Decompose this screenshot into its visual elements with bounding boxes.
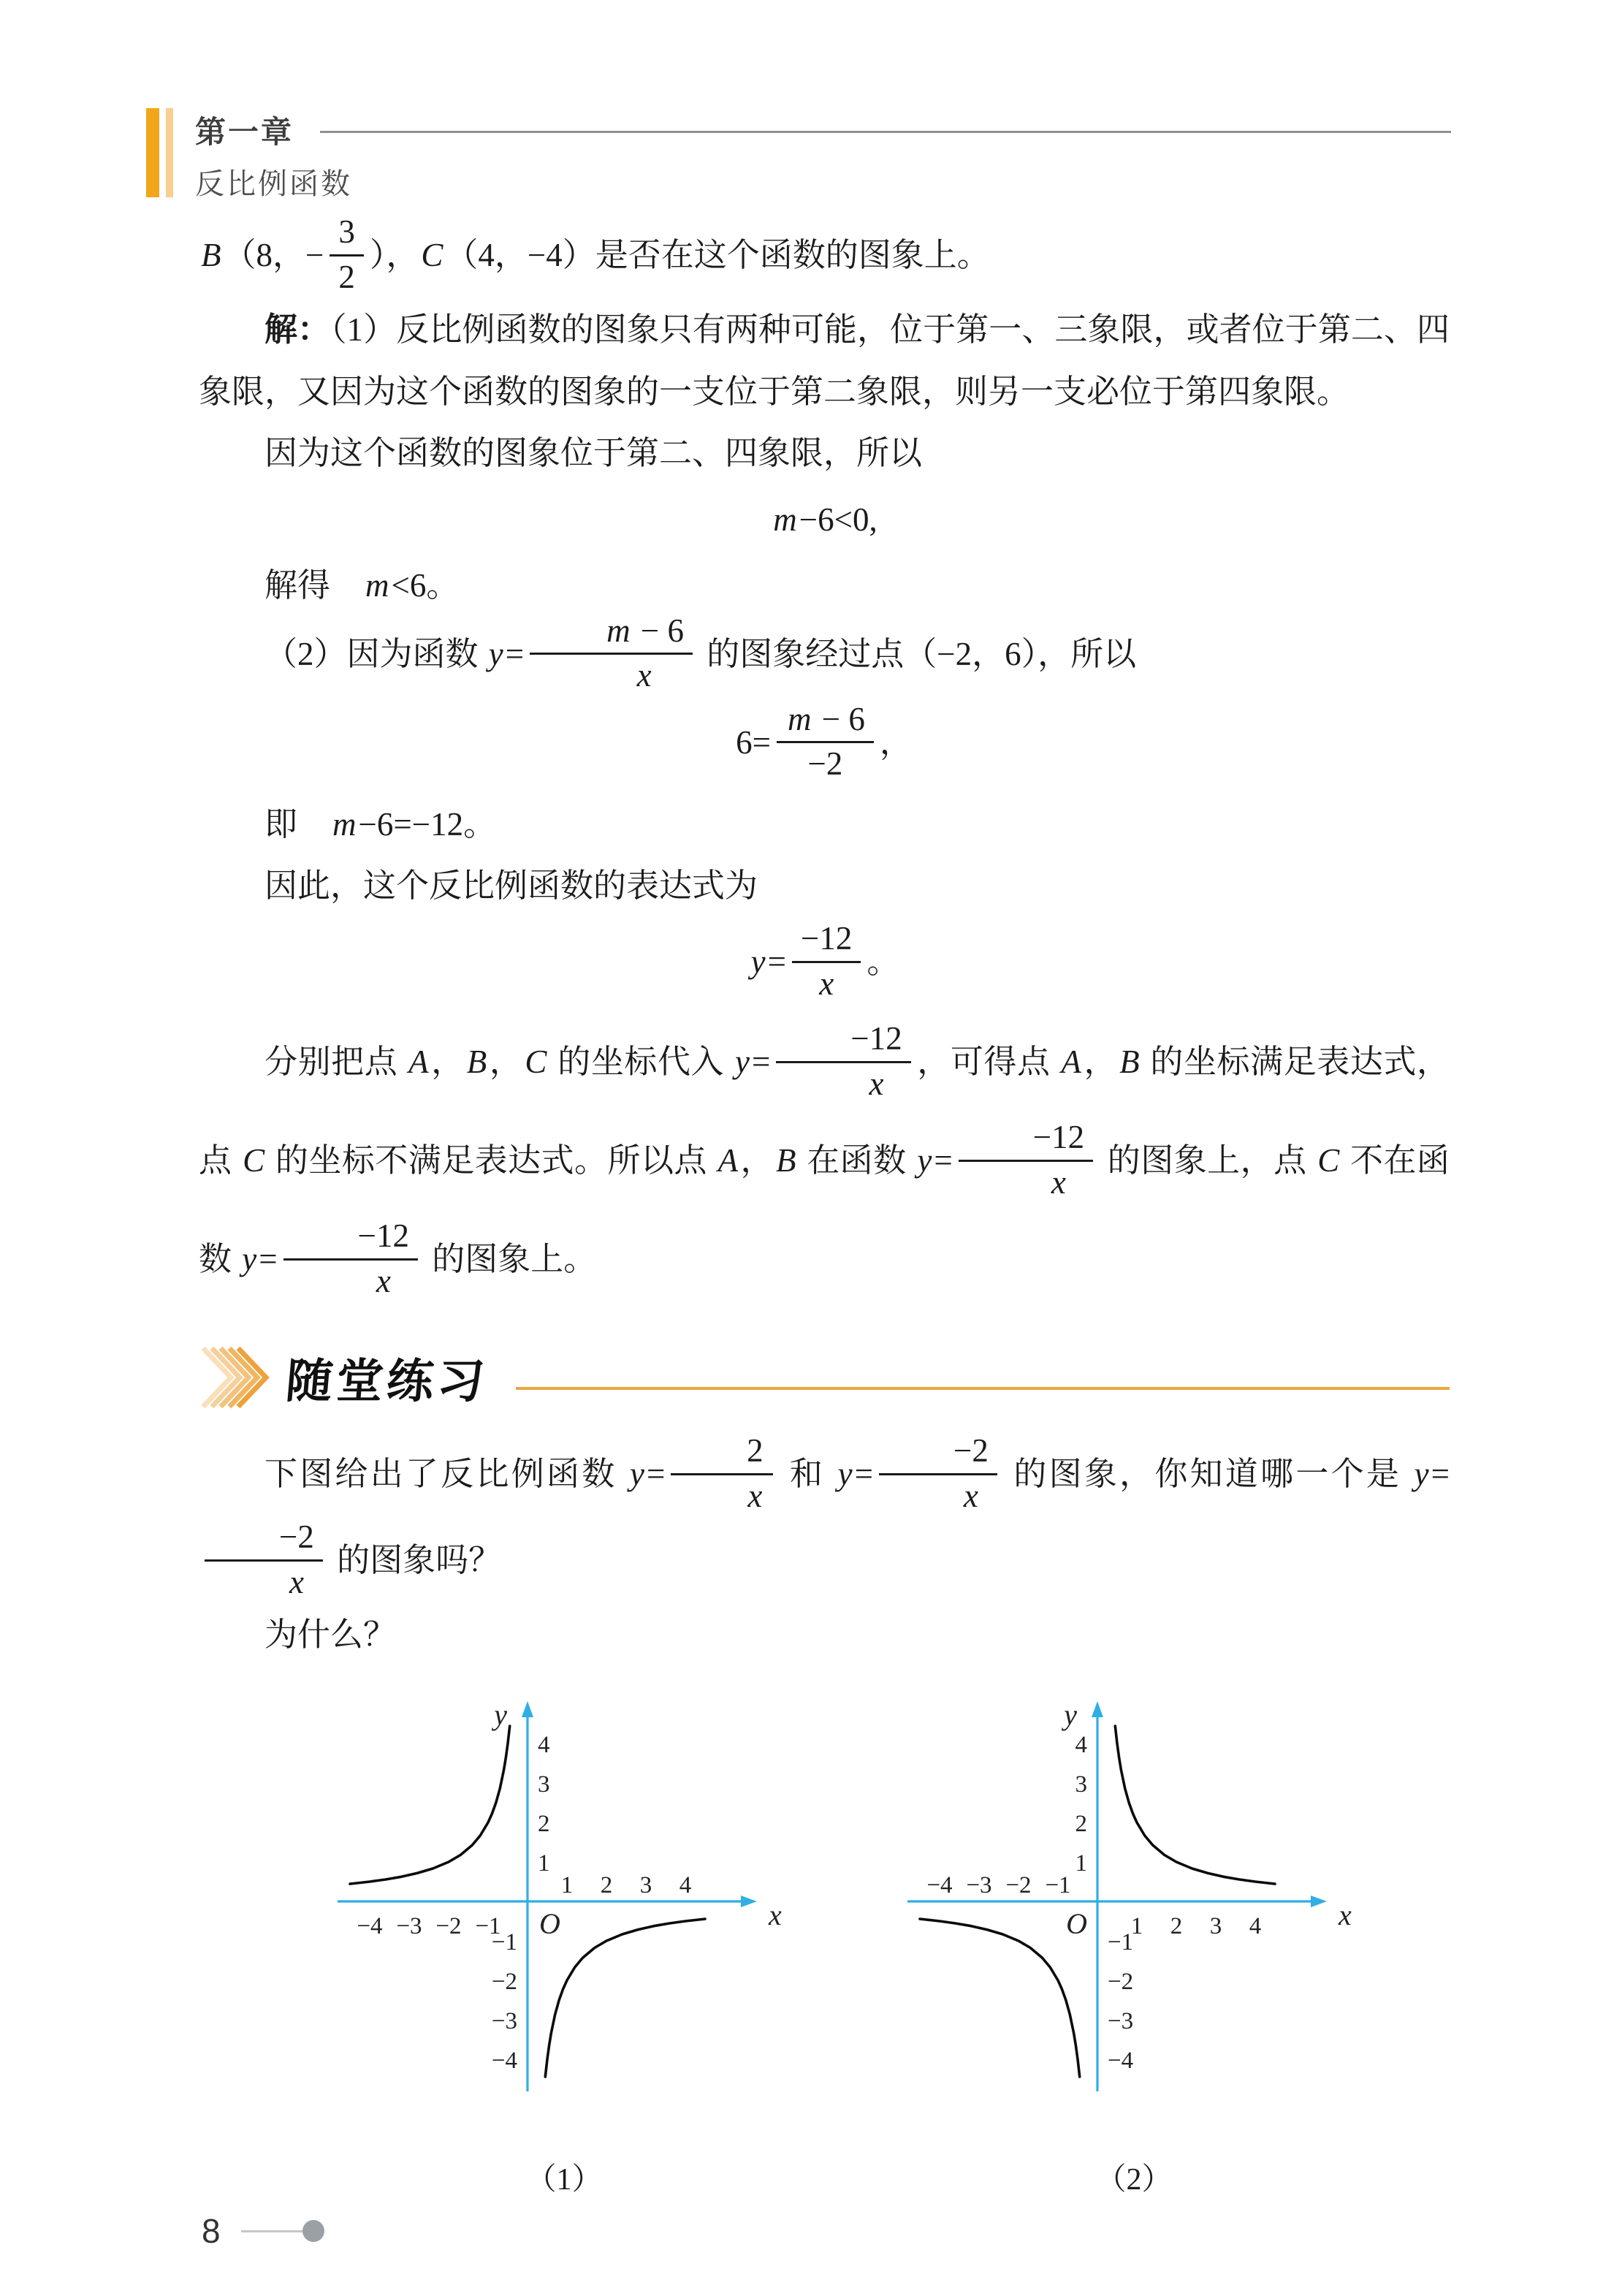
chapter-rule (320, 131, 1451, 133)
accent-bar-light (166, 108, 173, 197)
graphs-row (308, 1682, 1450, 2199)
fraction: $\frac{-12}{x}$ (792, 921, 861, 1002)
solve-line: 解得 m<6。 (264, 567, 460, 604)
math-variable: x (869, 1065, 884, 1102)
math-variable: m (606, 612, 631, 649)
fraction: $\frac{-2}{x}$ (205, 1519, 323, 1600)
fraction: $\frac{-12}{x}$ (776, 1021, 910, 1102)
practice-section-header (199, 1342, 1450, 1413)
math-variable: B (1119, 1044, 1140, 1081)
section-chevrons-icon (199, 1342, 281, 1413)
y-tick-label: −1 (1108, 1929, 1134, 1955)
math-variable: C (1317, 1142, 1340, 1179)
x-tick-label: 1 (1130, 1913, 1143, 1939)
math-variable: B (776, 1142, 796, 1179)
therefore-line: 因此，这个反比例函数的表达式为 (264, 867, 758, 905)
math-variable: A (408, 1044, 429, 1081)
x-axis-label: x (769, 1898, 782, 1931)
solution-paragraph: 解：（1）反比例函数的图象只有两种可能，位于第一、三象限，或者位于第二、四象限，又因为这个函数的图象的一支位于第二象限，则另一支必位于第四象限。 (199, 311, 1450, 410)
section-title: 随堂练习 (283, 1356, 490, 1408)
y-tick-label: 1 (1075, 1850, 1087, 1877)
x-tick-label: 4 (1249, 1913, 1262, 1939)
y-tick-label: −4 (1108, 2048, 1134, 2074)
y-axis-label: y (1064, 1698, 1077, 1731)
math-variable: y (750, 943, 766, 980)
x-tick-label: 3 (1209, 1913, 1222, 1939)
math-variable: m (787, 700, 812, 737)
x-tick-label: −4 (926, 1872, 953, 1898)
bold-label: 解： (264, 311, 331, 348)
graph-2-plot (878, 1682, 1390, 2150)
chapter-title: 反比例函数 (195, 168, 352, 200)
math-variable: C (525, 1044, 547, 1081)
hyperbola-branch-quadrant3 (920, 1919, 1080, 2077)
x-tick-label: 4 (679, 1872, 692, 1898)
x-tick-label: −1 (475, 1913, 501, 1939)
chapter-number: 第一章 (195, 115, 294, 149)
math-variable: m (365, 567, 389, 604)
graph-figure-1 (308, 1682, 820, 2199)
graph-1-plot (308, 1682, 820, 2150)
math-variable: x (963, 1477, 978, 1514)
equation-six: 6= $\frac{m - 6}{-2}$ ， (736, 700, 913, 783)
fraction: $\frac{3}{2}$ (330, 214, 364, 295)
y-tick-label: 3 (538, 1771, 550, 1798)
chapter-row (195, 108, 1451, 152)
x-tick-label: −3 (396, 1913, 422, 1939)
math-variable: y (837, 1456, 853, 1493)
math-variable: m (773, 501, 797, 538)
step2-line: （2）因为函数 y= $\frac{m - 6}{x}$ 的图象经过点（−2，6），所以 (264, 612, 1137, 694)
y-tick-label: −1 (491, 1929, 517, 1955)
math-variable: A (1061, 1044, 1081, 1081)
x-tick-label: 3 (639, 1872, 652, 1898)
x-tick-label: 2 (600, 1872, 613, 1898)
page-body (199, 213, 1450, 2199)
y-tick-label: −4 (491, 2048, 517, 2074)
conclusion-paragraph: 分别把点 A，B，C 的坐标代入 y= $\frac{-12}{x}$ ，可得点 A，B 的坐标满足表达式，点 C 的坐标不满足表达式。所以点 A，B 在函数 y= $\frac{-12}{x}$ 的图象上，点 C 不在函数 y= $\frac{-12}{x}$ 的图象上。 (199, 1020, 1450, 1299)
page-footer (202, 2211, 324, 2251)
page-number: 8 (202, 2212, 221, 2250)
practice-question-line2: 为什么？ (264, 1616, 397, 1654)
math-variable: B (466, 1044, 487, 1081)
points-line: B（8，− $\frac{3}{2}$ ），C（4，−4）是否在这个函数的图象上。 (199, 218, 1450, 299)
equation-m-inequality: m−6<0, (199, 492, 1450, 548)
math-variable: m (332, 805, 357, 843)
equation-expression: y= $\frac{-12}{x}$ 。 (199, 924, 1450, 1006)
y-tick-label: 3 (1075, 1771, 1087, 1798)
math-variable: y (242, 1241, 257, 1278)
math-variable: x (747, 1477, 763, 1514)
practice-question: 下图给出了反比例函数 y= $\frac{2}{x}$ 和 y= $\frac{-2}{x}$ 的图象，你知道哪一个是 y= $\frac{-2}{x}$ 的图象吗？ (199, 1432, 1450, 1604)
chapter-header (146, 108, 1451, 202)
x-tick-label: −3 (966, 1872, 992, 1898)
fraction: $\frac{m - 6}{-2}$ (777, 702, 874, 783)
accent-bar-dark (146, 108, 159, 197)
math-variable: y (917, 1142, 932, 1179)
math-variable: B (201, 236, 221, 273)
y-axis-arrow-icon (522, 1701, 533, 1717)
math-variable: x (289, 1563, 304, 1600)
y-tick-label: −2 (1108, 1969, 1134, 1995)
y-tick-label: −3 (491, 2008, 517, 2034)
x-tick-label: −2 (1005, 1872, 1032, 1898)
y-tick-label: −2 (491, 1969, 517, 1995)
fraction: $\frac{2}{x}$ (671, 1433, 773, 1514)
y-axis-arrow-icon (1092, 1701, 1103, 1717)
fraction: $\frac{-12}{x}$ (283, 1218, 418, 1299)
fraction: $\frac{m - 6}{x}$ (530, 613, 693, 694)
x-tick-label: 1 (560, 1872, 574, 1898)
graph-figure-2 (878, 1682, 1390, 2199)
x-tick-label: −2 (435, 1913, 462, 1939)
graph-caption-1: （1） (525, 2163, 603, 2197)
origin-label: O (1066, 1907, 1087, 1940)
x-axis-label: x (1339, 1898, 1352, 1931)
math-variable: x (376, 1262, 391, 1299)
chapter-accent-bars-icon (146, 108, 173, 202)
x-tick-label: −4 (357, 1913, 383, 1939)
math-variable: x (819, 965, 834, 1002)
x-tick-label: 2 (1170, 1913, 1183, 1939)
origin-label: O (539, 1907, 560, 1940)
thus-line: 即 m−6=−12。 (264, 805, 497, 843)
chapter-meta (195, 108, 1451, 202)
math-variable: y (629, 1456, 644, 1493)
math-variable: x (1051, 1163, 1066, 1201)
hyperbola-branch-quadrant2 (350, 1726, 510, 1884)
math-variable: y (734, 1044, 750, 1081)
footer-rule (241, 2230, 302, 2232)
y-axis-label: y (494, 1698, 507, 1731)
fraction: $\frac{-2}{x}$ (879, 1433, 997, 1514)
hyperbola-branch-quadrant1 (1115, 1726, 1275, 1884)
math-variable: y (1414, 1456, 1429, 1493)
x-tick-label: −1 (1045, 1872, 1071, 1898)
y-tick-label: 2 (538, 1811, 550, 1837)
x-axis-arrow-icon (741, 1896, 757, 1907)
math-variable: C (243, 1142, 265, 1179)
y-tick-label: −3 (1108, 2008, 1134, 2034)
footer-dot-icon (302, 2220, 324, 2242)
graph-caption-2: （2） (1095, 2163, 1173, 2197)
because-line: 因为这个函数的图象位于第二、四象限，所以 (264, 435, 923, 472)
math-variable: C (421, 236, 443, 273)
y-tick-label: 1 (538, 1850, 550, 1877)
fraction: $\frac{-12}{x}$ (959, 1120, 1093, 1201)
math-variable: y (488, 635, 503, 672)
y-tick-label: 4 (538, 1732, 550, 1758)
math-variable: x (636, 657, 652, 694)
y-tick-label: 2 (1075, 1811, 1087, 1837)
hyperbola-branch-quadrant4 (545, 1919, 705, 2077)
y-tick-label: 4 (1075, 1732, 1087, 1758)
math-variable: A (717, 1142, 739, 1179)
x-axis-arrow-icon (1311, 1896, 1327, 1907)
section-rule (516, 1387, 1450, 1390)
